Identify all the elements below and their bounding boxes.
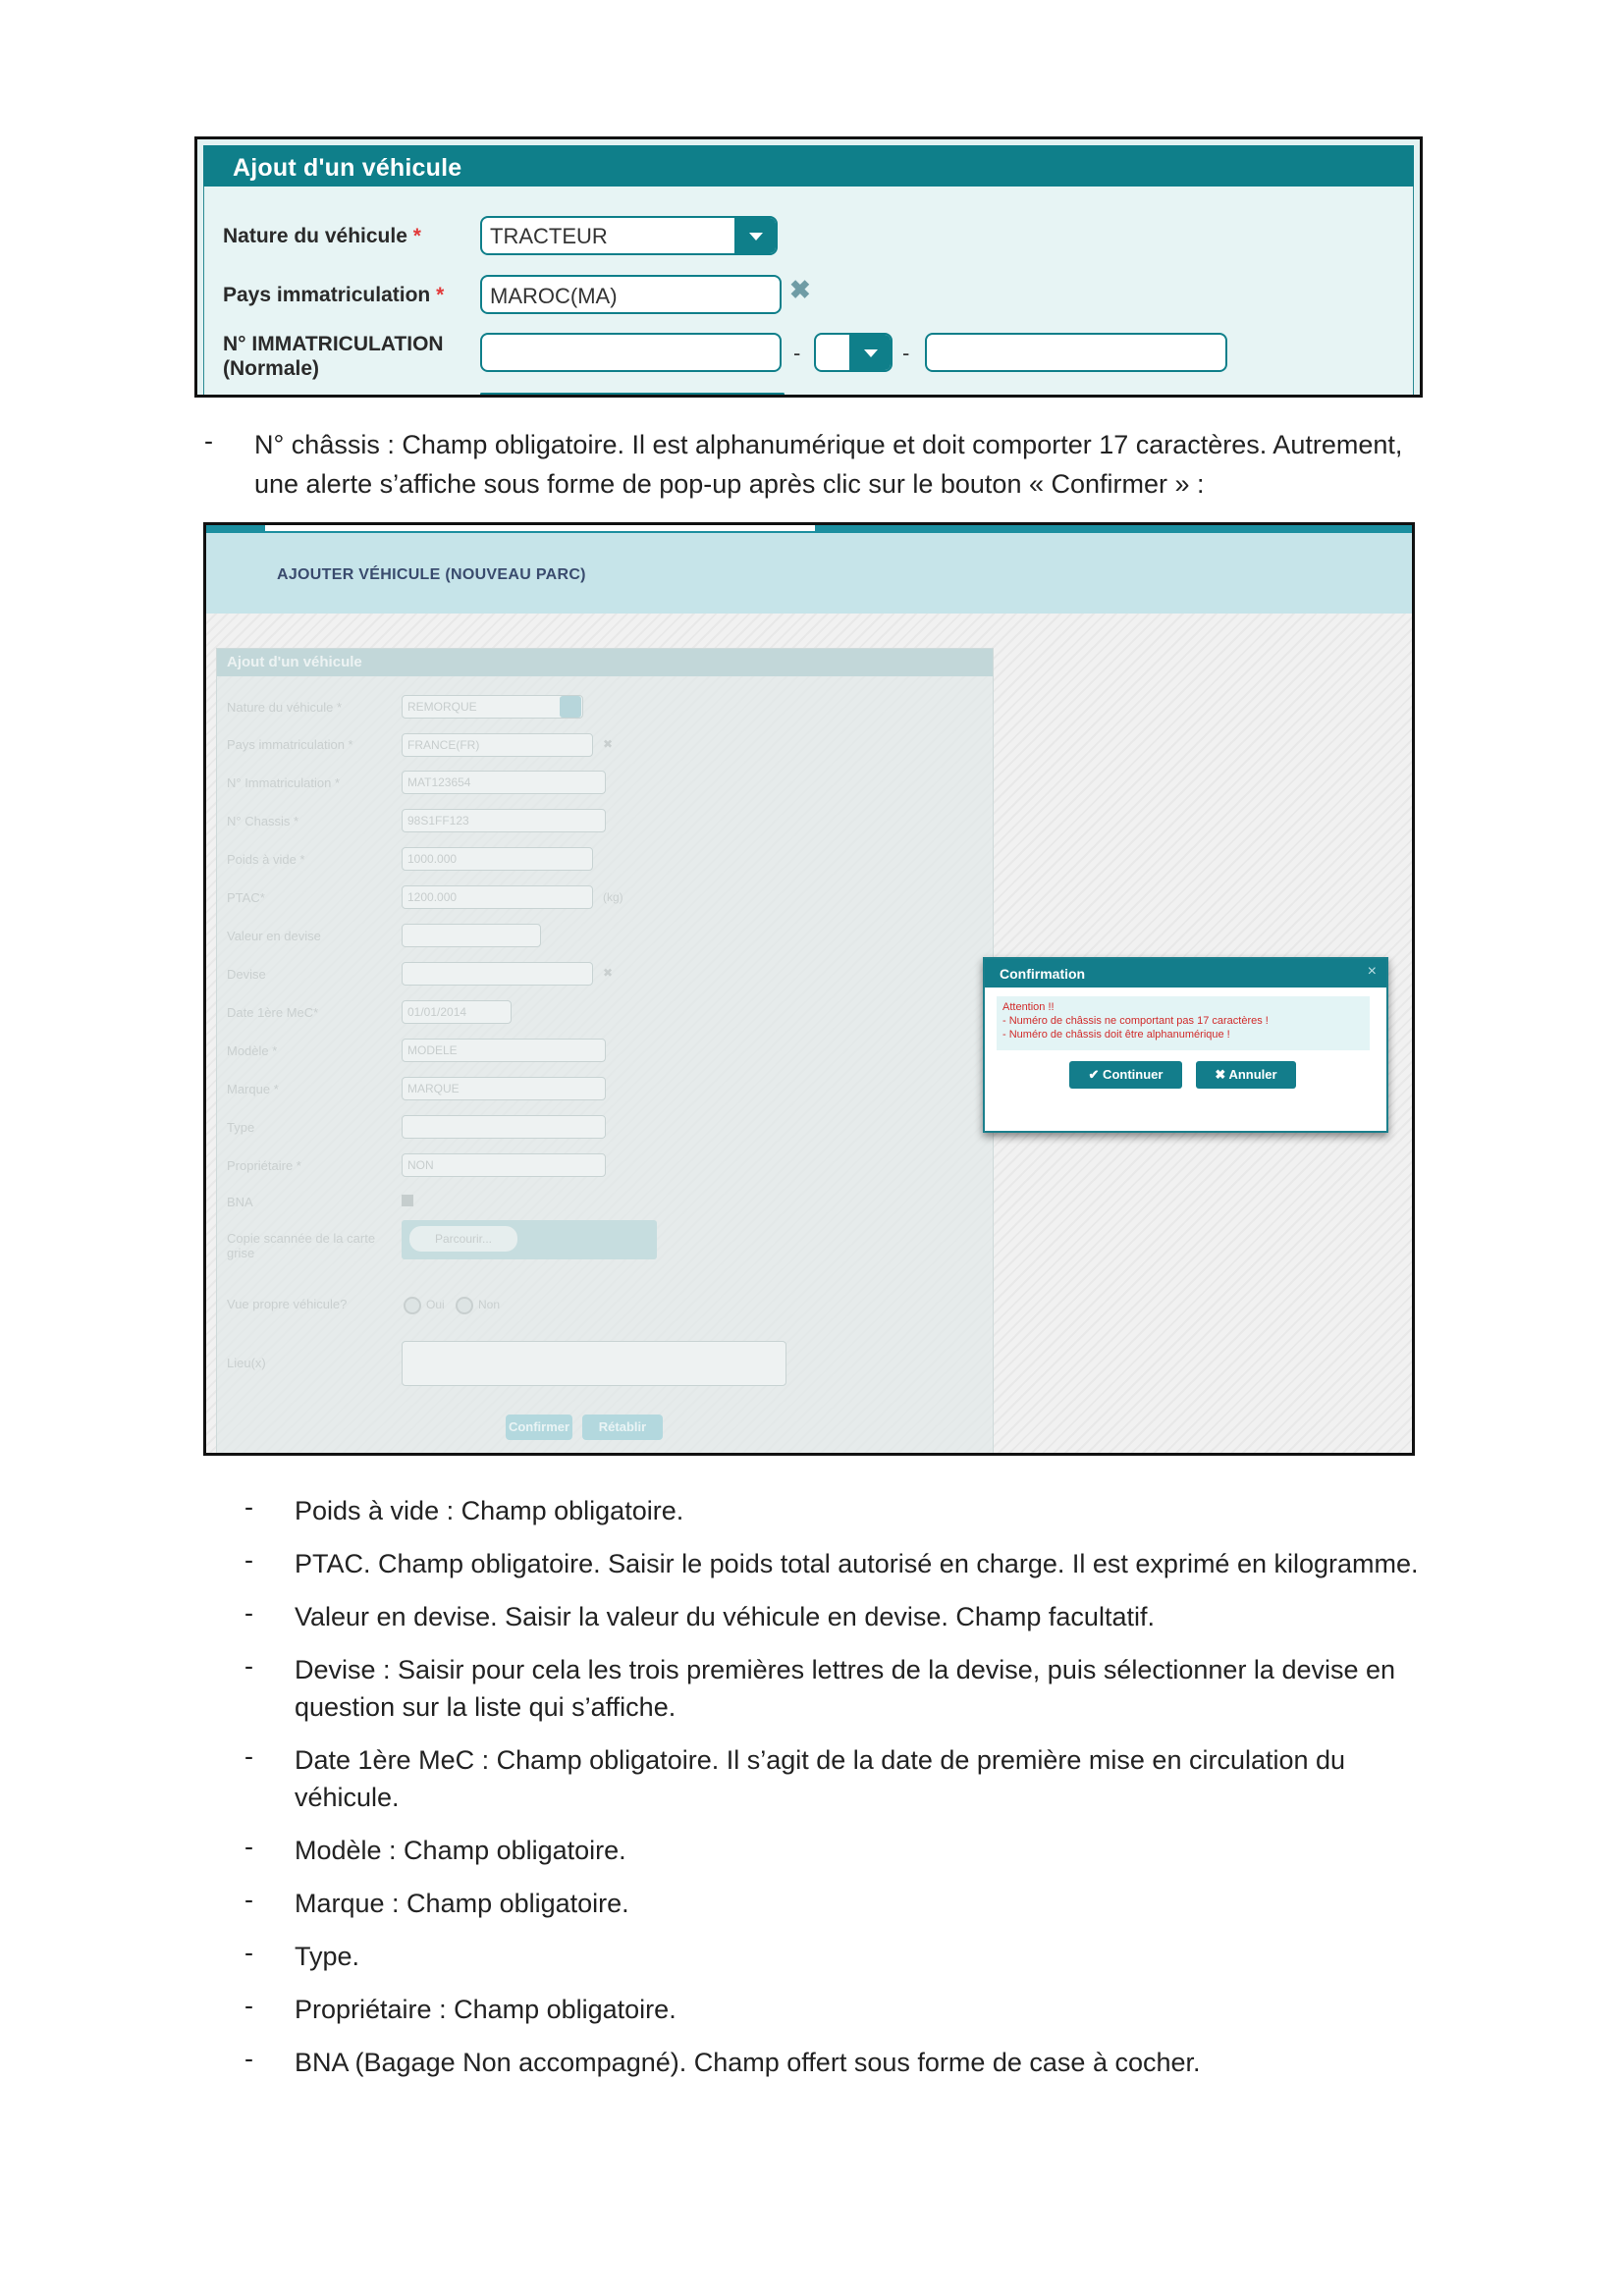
chevron-down-icon[interactable] [560,696,581,718]
bullet-dash: - [244,1991,253,2020]
radio-oui[interactable] [404,1297,421,1314]
nature-select[interactable] [480,216,778,255]
field-label: Pays immatriculation * [227,737,353,752]
bullet-item: PTAC. Champ obligatoire. Saisir le poids total autorisé en charge. Il est exprimé en kilogramme. [295,1549,1419,1578]
nature-value: TRACTEUR [490,224,608,248]
bullet-dash: - [244,1492,253,1522]
field-marque[interactable]: MARQUE [402,1077,606,1100]
confirm-button[interactable]: Confirmer [506,1415,572,1440]
field-proprietaire[interactable]: NON [402,1153,606,1177]
clear-icon[interactable]: ✖ [603,966,614,980]
bullet-item: Date 1ère MeC : Champ obligatoire. Il s’agit de la date de première mise en circulation du [295,1745,1346,1775]
close-icon[interactable]: × [1367,963,1377,980]
nature-label: Nature du véhicule * [223,225,421,247]
bna-checkbox[interactable] [402,1195,413,1206]
bullet-dash: - [244,1545,253,1575]
field-label: Type [227,1120,255,1135]
field-label: Date 1ère MeC* [227,1005,319,1020]
pays-input[interactable]: MAROC(MA) [480,275,782,314]
faded-form-title: Ajout d'un véhicule [227,654,362,670]
field-devise[interactable] [402,962,593,986]
bullet-dash: - [244,2044,253,2073]
clear-icon[interactable]: ✖ [603,737,614,751]
radio-non[interactable] [456,1297,473,1314]
field-label: BNA [227,1195,253,1209]
immat-input-1[interactable] [480,333,782,372]
field-immat[interactable]: MAT123654 [402,771,606,794]
field-modele[interactable]: MODELE [402,1039,606,1062]
field-poids[interactable]: 1000.000 [402,847,593,871]
bullet-dash: - [244,1741,253,1771]
confirmation-screenshot [203,522,1415,1456]
pays-label: Pays immatriculation * [223,284,445,306]
field-label: Marque * [227,1082,279,1096]
chevron-down-icon[interactable] [734,218,776,253]
bullet-dash: - [244,1885,253,1914]
page-title: AJOUTER VÉHICULE (NOUVEAU PARC) [277,566,586,583]
field-label: Poids à vide * [227,852,305,867]
bullet-dash: - [244,1651,253,1681]
separator: - [902,341,910,365]
lieu-label: Lieu(x) [227,1356,266,1370]
separator: - [793,341,801,365]
immat-label: N° IMMATRICULATION [223,333,444,355]
dialog-message [997,996,1370,1050]
chassis-paragraph-line1: N° châssis : Champ obligatoire. Il est alphanumérique et doit comporter 17 caractères. Autrement, [254,430,1403,459]
form-header [203,145,1414,187]
reset-button[interactable]: Rétablir [582,1415,663,1440]
field-ptac[interactable]: 1200.000 [402,885,593,909]
field-label: PTAC* [227,890,265,905]
field-label: Nature du véhicule * [227,700,343,715]
bullet-item: Type. [295,1942,360,1971]
bullet-item: Valeur en devise. Saisir la valeur du véhicule en devise. Champ facultatif. [295,1602,1155,1631]
bullet-dash: - [244,1598,253,1628]
field-label: Devise [227,967,266,982]
next-field-edge [480,393,785,396]
bullet-item: Devise : Saisir pour cela les trois premières lettres de la devise, puis sélectionner la devise en [295,1655,1396,1684]
radio-non-label: Non [478,1298,501,1311]
bullet-item-continued: question sur la liste qui s’affiche. [295,1692,677,1722]
immat-input-2[interactable] [925,333,1227,372]
bullet-item: BNA (Bagage Non accompagné). Champ offert sous forme de case à cocher. [295,2048,1201,2077]
page-banner [206,533,1412,614]
chassis-paragraph-line2: une alerte s’affiche sous forme de pop-up après clic sur le bouton « Confirmer » : [254,469,1205,499]
field-date[interactable]: 01/01/2014 [402,1000,512,1024]
field-label: N° Chassis * [227,814,299,828]
unit-label: (kg) [603,890,623,904]
field-nature[interactable]: REMORQUE [402,695,583,719]
browse-button[interactable]: Parcourir... [409,1226,517,1252]
field-label: Modèle * [227,1043,278,1058]
field-chassis[interactable]: 98S1FF123 [402,809,606,832]
field-label: Propriétaire * [227,1158,301,1173]
error-alnum: - Numéro de châssis doit être alphanumérique ! [1002,1029,1230,1041]
field-pays[interactable]: FRANCE(FR) [402,733,593,757]
field-label: Valeur en devise [227,929,321,943]
copie-label: Copie scannée de la carte grise [227,1231,376,1260]
bullet-dash: - [244,1832,253,1861]
error-length: - Numéro de châssis ne comportant pas 17 caractères ! [1002,1015,1269,1027]
vue-label: Vue propre véhicule? [227,1297,348,1311]
radio-oui-label: Oui [426,1298,445,1311]
immat-sublabel: (Normale) [223,357,320,380]
confirmation-dialog [983,957,1388,1133]
field-type[interactable] [402,1115,606,1139]
bullet-dash: - [204,426,213,455]
attention-text: Attention !! [1002,1001,1055,1013]
clear-icon[interactable]: ✖ [789,275,811,304]
bullet-item-continued: véhicule. [295,1783,400,1812]
field-valeur[interactable] [402,924,541,947]
dialog-header [985,959,1386,988]
immat-series-select[interactable] [814,333,893,372]
field-lieu[interactable] [402,1341,786,1386]
chevron-down-icon[interactable] [849,335,891,370]
bullet-item: Poids à vide : Champ obligatoire. [295,1496,684,1525]
cancel-button[interactable]: ✖ Annuler [1196,1061,1296,1089]
bullet-item: Modèle : Champ obligatoire. [295,1836,626,1865]
bullet-dash: - [244,1938,253,1967]
continue-button[interactable]: ✔ Continuer [1069,1061,1182,1089]
bullet-item: Marque : Champ obligatoire. [295,1889,629,1918]
faded-form-header [217,649,993,676]
form-title: Ajout d'un véhicule [233,154,462,182]
file-upload[interactable] [402,1220,657,1259]
faded-form [216,648,994,1456]
tab-strip [265,525,815,531]
field-label: N° Immatriculation * [227,775,341,790]
dialog-title: Confirmation [1000,966,1086,982]
vehicle-form-screenshot [194,136,1423,398]
bullet-item: Propriétaire : Champ obligatoire. [295,1995,677,2024]
